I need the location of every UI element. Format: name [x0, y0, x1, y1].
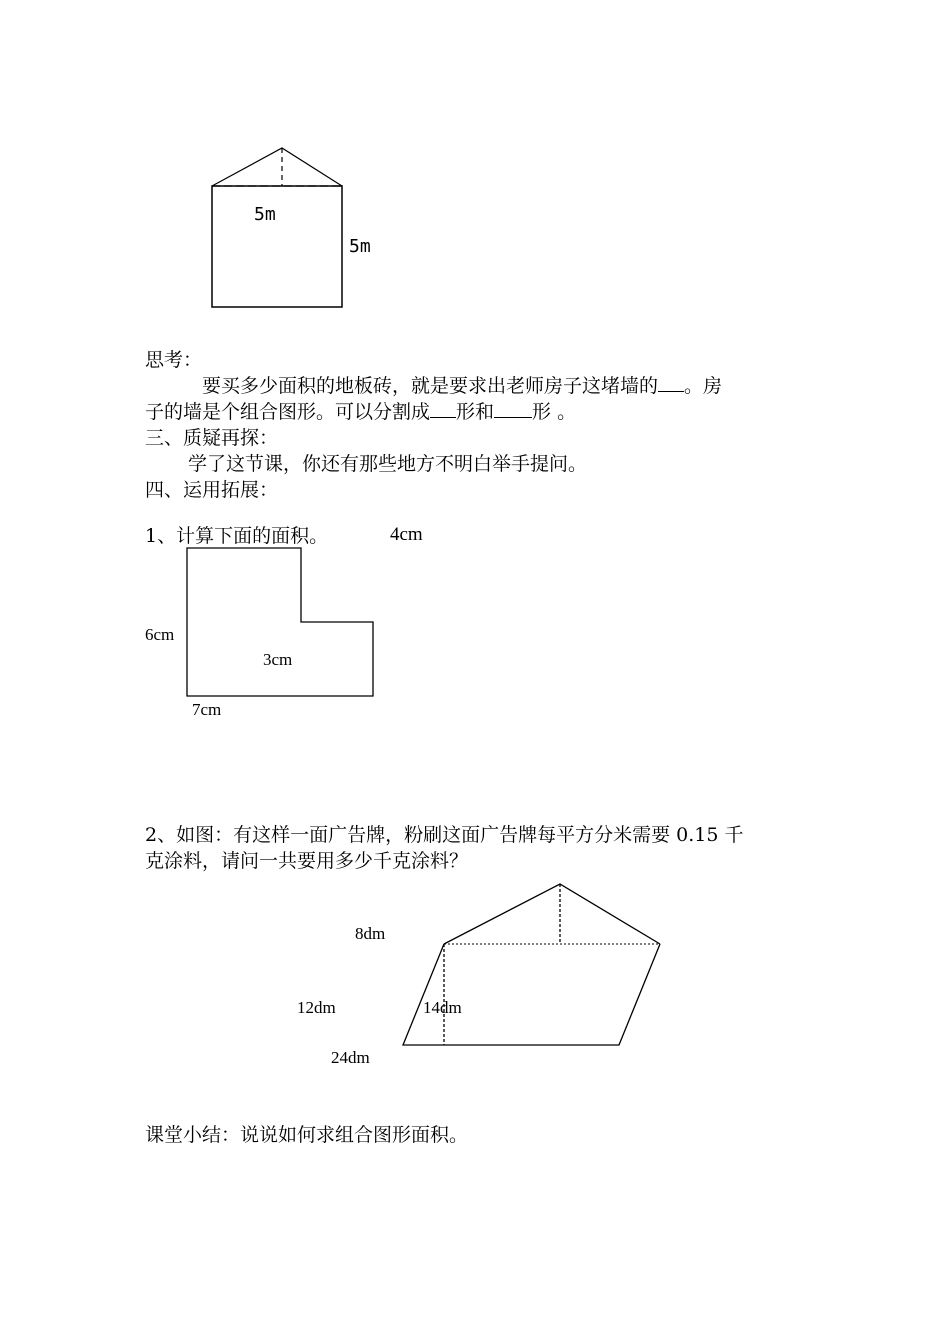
q2-label-14dm: 14dm [423, 998, 462, 1017]
summary-text: 课堂小结：说说如何求组合图形面积。 [145, 1124, 469, 1146]
think-line1-b: 。房 [684, 375, 723, 397]
q1-label-6cm: 6cm [145, 625, 175, 644]
house-label-top: 5m [254, 204, 276, 225]
think-line2-c: 形 。 [532, 401, 577, 423]
q2-label-12dm: 12dm [297, 998, 336, 1017]
q1-label-3cm: 3cm [263, 650, 293, 669]
think-line2-b: 形和 [456, 401, 495, 423]
think-heading: 思考： [145, 349, 203, 371]
q2-label-24dm: 24dm [331, 1048, 370, 1067]
section3-body: 学了这节课，你还有那些地方不明白举手提问。 [188, 453, 588, 475]
q1-label-7cm: 7cm [192, 700, 222, 719]
q1-label-4cm: 4cm [390, 524, 423, 545]
q1-text: 1、计算下面的面积。 [145, 525, 329, 547]
think-line1-a: 要买多少面积的地板砖，就是要求出老师房子这堵墙的 [202, 375, 659, 397]
q2-line1: 2、如图：有这样一面广告牌，粉刷这面广告牌每平方分米需要 0.15 千 [145, 824, 744, 846]
house-label-side: 5m [349, 236, 371, 257]
section4-heading: 四、运用拓展： [145, 479, 279, 501]
section3-heading: 三、质疑再探： [145, 427, 279, 449]
parallelogram-sides [403, 944, 660, 1045]
q2-line2: 克涂料，请问一共要用多少千克涂料？ [145, 850, 469, 872]
q2-label-8dm: 8dm [355, 924, 386, 943]
think-line2-a: 子的墙是个组合图形。可以分割成 [145, 401, 431, 423]
billboard-triangle [444, 884, 660, 944]
